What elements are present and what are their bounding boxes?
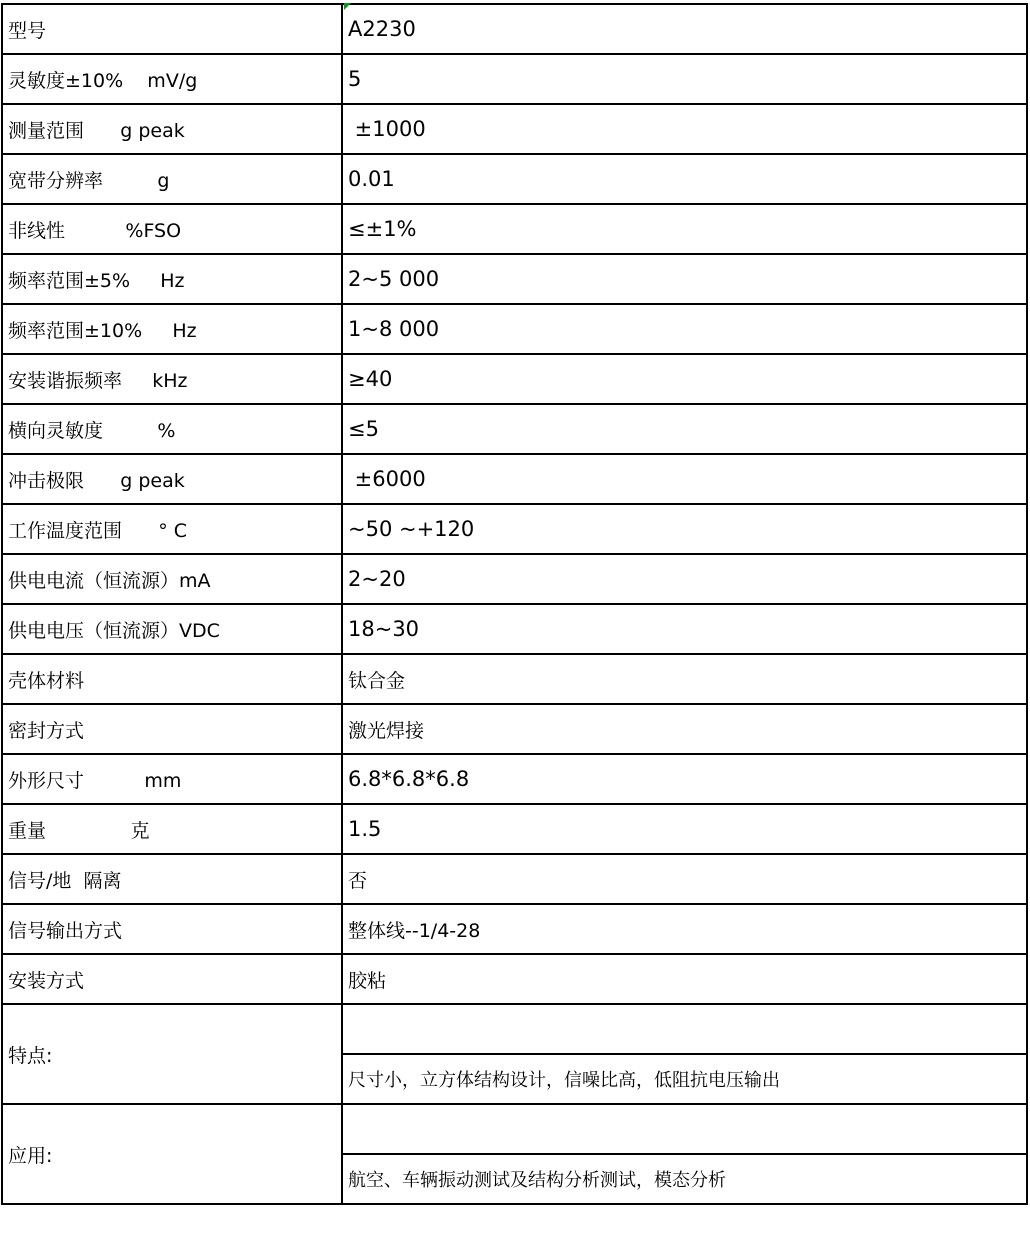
row-value: 激光焊接 bbox=[342, 704, 1027, 754]
row-label: 壳体材料 bbox=[2, 654, 342, 704]
row-label: 测量范围 g peak bbox=[2, 104, 342, 154]
table-row bbox=[2, 454, 1027, 504]
row-label: 信号输出方式 bbox=[2, 904, 342, 954]
application-row bbox=[2, 1104, 1027, 1154]
features-row bbox=[2, 1004, 1027, 1054]
row-label: 宽带分辨率 g bbox=[2, 154, 342, 204]
row-label: 型号 bbox=[2, 4, 342, 54]
row-label: 外形尺寸 mm bbox=[2, 754, 342, 804]
table-row bbox=[2, 54, 1027, 104]
table-row bbox=[2, 154, 1027, 204]
table-row bbox=[2, 904, 1027, 954]
row-value: 整体线--1/4-28 bbox=[342, 904, 1027, 954]
spec-table bbox=[1, 3, 1028, 1205]
row-value: A2230 bbox=[342, 4, 1027, 54]
table-row bbox=[2, 204, 1027, 254]
row-value: ≥40 bbox=[342, 354, 1027, 404]
row-value: 否 bbox=[342, 854, 1027, 904]
table-row bbox=[2, 654, 1027, 704]
table-row bbox=[2, 354, 1027, 404]
row-label: 非线性 %FSO bbox=[2, 204, 342, 254]
row-value: 1.5 bbox=[342, 804, 1027, 854]
application-label: 应用: bbox=[2, 1104, 342, 1204]
row-label: 安装谐振频率 kHz bbox=[2, 354, 342, 404]
features-label: 特点: bbox=[2, 1004, 342, 1104]
row-value: ±1000 bbox=[342, 104, 1027, 154]
row-label: 供电电流（恒流源）mA bbox=[2, 554, 342, 604]
row-label: 信号/地 隔离 bbox=[2, 854, 342, 904]
row-value: ≤±1% bbox=[342, 204, 1027, 254]
table-row bbox=[2, 4, 1027, 54]
row-label: 供电电压（恒流源）VDC bbox=[2, 604, 342, 654]
install-row bbox=[2, 954, 1027, 1004]
install-label: 安装方式 bbox=[2, 954, 342, 1004]
row-label: 横向灵敏度 % bbox=[2, 404, 342, 454]
row-value: ±6000 bbox=[342, 454, 1027, 504]
row-value: ~50 ~+120 bbox=[342, 504, 1027, 554]
row-label: 密封方式 bbox=[2, 704, 342, 754]
install-value: 胶粘 bbox=[342, 954, 1027, 1004]
row-value: 6.8*6.8*6.8 bbox=[342, 754, 1027, 804]
cell-comment-marker bbox=[344, 3, 351, 10]
table-row bbox=[2, 504, 1027, 554]
row-value: 18~30 bbox=[342, 604, 1027, 654]
row-value: 2~20 bbox=[342, 554, 1027, 604]
row-label: 频率范围±10% Hz bbox=[2, 304, 342, 354]
row-value: 钛合金 bbox=[342, 654, 1027, 704]
row-label: 灵敏度±10% mV/g bbox=[2, 54, 342, 104]
row-value: 2~5 000 bbox=[342, 254, 1027, 304]
application-value-top bbox=[342, 1104, 1027, 1154]
table-row bbox=[2, 604, 1027, 654]
table-row bbox=[2, 804, 1027, 854]
row-value: 0.01 bbox=[342, 154, 1027, 204]
features-value-top bbox=[342, 1004, 1027, 1054]
table-row bbox=[2, 554, 1027, 604]
spec-table-body bbox=[2, 4, 1027, 1204]
row-label: 重量 克 bbox=[2, 804, 342, 854]
table-row bbox=[2, 304, 1027, 354]
table-row bbox=[2, 404, 1027, 454]
row-label: 工作温度范围 ° C bbox=[2, 504, 342, 554]
table-row bbox=[2, 704, 1027, 754]
features-value: 尺寸小，立方体结构设计，信噪比高，低阻抗电压输出 bbox=[342, 1054, 1027, 1104]
row-value: 1~8 000 bbox=[342, 304, 1027, 354]
application-value: 航空、车辆振动测试及结构分析测试，模态分析 bbox=[342, 1154, 1027, 1204]
table-row bbox=[2, 254, 1027, 304]
table-row bbox=[2, 104, 1027, 154]
row-label: 冲击极限 g peak bbox=[2, 454, 342, 504]
row-label: 频率范围±5% Hz bbox=[2, 254, 342, 304]
table-row bbox=[2, 854, 1027, 904]
row-value: 5 bbox=[342, 54, 1027, 104]
table-row bbox=[2, 754, 1027, 804]
row-value: ≤5 bbox=[342, 404, 1027, 454]
